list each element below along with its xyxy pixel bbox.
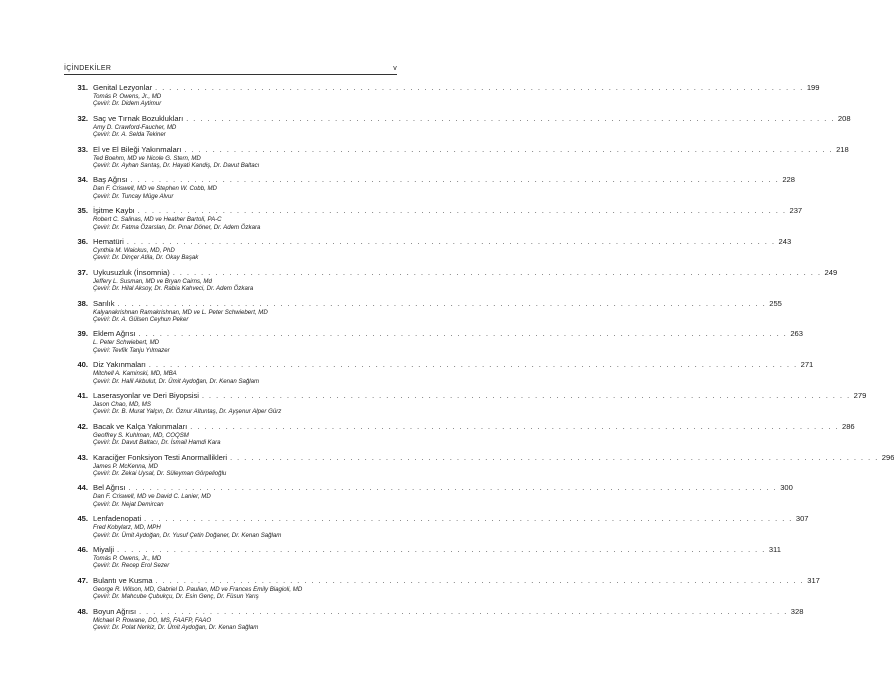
entry-title-line — [93, 390, 867, 401]
entry-title-line — [93, 421, 855, 432]
entry-title-line — [93, 175, 795, 185]
page-number: 271 — [800, 360, 814, 370]
chapter-translators: Çeviri: Dr. A. Gülsen Ceyhun Peker — [93, 315, 189, 323]
chapter-translators: Çeviri: Dr. Recep Erol Sezer — [93, 562, 170, 570]
entry-title-line — [93, 514, 809, 524]
chapter-translators: Çeviri: Dr. Davut Baltacı, Dr. İsmail Hamdi Kara — [93, 439, 221, 447]
chapter-translators: Çeviri: Dr. Fatma Özarslan, Dr. Pınar Döner, Dr. Adem Özkara — [93, 223, 261, 231]
dot-leader: . . . . . . . . . . . . . . . . . . . . . . . . . . . . . . . . . . . . . . . . . . . . . . . . . . . . . . . . . . . . . . . . . . . . . . . . . . . . . . . . . . . . . . . . . . . . — [201, 392, 851, 400]
chapter-title[interactable]: Bacak ve Kalça Yakınmaları — [93, 421, 188, 431]
entry-title-line — [93, 236, 792, 247]
entry-title-line — [93, 206, 803, 216]
entry-body — [93, 329, 803, 354]
chapter-number: 48. — [77, 606, 88, 616]
chapter-title[interactable]: Lenfadenopati — [93, 514, 142, 524]
page-number: 228 — [782, 175, 795, 185]
chapter-authors: Tomás P. Owens, Jr., MD — [93, 93, 162, 100]
chapter-title[interactable]: Eklem Ağrısı — [93, 329, 136, 339]
chapter-title[interactable]: Bel Ağrısı — [93, 483, 126, 493]
page-number: 296 — [881, 452, 894, 462]
dot-leader: . . . . . . . . . . . . . . . . . . . . . . . . . . . . . . . . . . . . . . . . . . . . . . . . . . . . . . . . . . . . . . . . . . . . . . . . . . . . . . . . . . . . . . . . . . . . — [117, 300, 767, 308]
entry-body — [93, 113, 851, 139]
chapter-translators: Çeviri: Dr. Mahcube Çubukçu, Dr. Esin Genç, Dr. Füsun Yarış — [93, 593, 259, 601]
chapter-title[interactable]: Hematüri — [93, 236, 124, 246]
entry-body — [93, 298, 782, 324]
chapter-number: 34. — [77, 175, 88, 185]
dot-leader: . . . . . . . . . . . . . . . . . . . . . . . . . . . . . . . . . . . . . . . . . . . . . . . . . . . . . . . . . . . . . . . . . . . . . . . . . . . . . . . . . . . . . . . . . . . . — [184, 146, 834, 154]
chapter-number: 39. — [77, 329, 88, 339]
dot-leader: . . . . . . . . . . . . . . . . . . . . . . . . . . . . . . . . . . . . . . . . . . . . . . . . . . . . . . . . . . . . . . . . . . . . . . . . . . . . . . . . . . . . . . . . . . . . — [138, 331, 788, 339]
toc-entry[interactable] — [72, 236, 792, 268]
chapter-translators: Çeviri: Tevfik Tanju Yılmazer — [93, 346, 170, 354]
chapter-translators: Çeviri: Dr. Nejat Demircan — [93, 500, 164, 508]
entry-body — [93, 175, 795, 200]
toc-entry[interactable] — [72, 175, 795, 206]
entry-title-line — [93, 360, 814, 370]
chapter-title[interactable]: Laserasyonlar ve Deri Biyopsisi — [93, 390, 199, 400]
entry-title-line — [93, 298, 782, 309]
chapter-title[interactable]: Saç ve Tırnak Bozuklukları — [93, 113, 184, 123]
dot-leader: . . . . . . . . . . . . . . . . . . . . . . . . . . . . . . . . . . . . . . . . . . . . . . . . . . . . . . . . . . . . . . . . . . . . . . . . . . . . . . . . . . . . . . . . . . . . — [230, 454, 879, 462]
table-of-contents — [72, 83, 894, 637]
chapter-authors: Ted Boehm, MD ve Nicole G. Stern, MD — [93, 154, 201, 162]
entry-title-line — [93, 483, 793, 493]
chapter-authors: George R. Wilson, MD, Gabriel D. Paulian, MD ve Frances Emily Biagioli, MD — [93, 585, 303, 593]
toc-entry[interactable] — [72, 329, 803, 360]
page-number: 263 — [790, 329, 803, 339]
toc-entry[interactable] — [72, 390, 867, 422]
chapter-authors: L. Peter Schwiebert, MD — [93, 339, 160, 347]
chapter-number: 41. — [77, 390, 88, 400]
toc-entry[interactable] — [72, 483, 793, 514]
dot-leader: . . . . . . . . . . . . . . . . . . . . . . . . . . . . . . . . . . . . . . . . . . . . . . . . . . . . . . . . . . . . . . . . . . . . . . . . . . . . . . . . . . . . . . . . . . . . — [186, 115, 835, 123]
dot-leader: . . . . . . . . . . . . . . . . . . . . . . . . . . . . . . . . . . . . . . . . . . . . . . . . . . . . . . . . . . . . . . . . . . . . . . . . . . . . . . . . . . . . . . . . . . . . — [139, 608, 788, 616]
toc-entry[interactable] — [72, 267, 838, 299]
chapter-authors: Robert C. Salinas, MD ve Heather Bartoli, PA-C — [93, 216, 222, 224]
chapter-translators: Çeviri: Dr. B. Murat Yalçın, Dr. Öznur Altuntaş, Dr. Ayşenur Alper Gürz — [93, 408, 282, 416]
toc-entry[interactable] — [72, 206, 803, 237]
chapter-number: 47. — [77, 575, 88, 585]
chapter-translators: Çeviri: Dr. Halil Akbulut, Dr. Ümit Aydoğan, Dr. Kenan Sağlam — [93, 377, 260, 385]
chapter-authors: Jeffery L. Susman, MD ve Bryan Cairns, Md — [93, 277, 212, 285]
page-number: 208 — [837, 113, 851, 123]
entry-body — [93, 360, 814, 385]
chapter-title[interactable]: Diz Yakınmaları — [93, 360, 146, 370]
chapter-authors: Jason Chao, MD, MS — [93, 400, 151, 408]
page-number: 255 — [769, 298, 782, 308]
dot-leader: . . . . . . . . . . . . . . . . . . . . . . . . . . . . . . . . . . . . . . . . . . . . . . . . . . . . . . . . . . . . . . . . . . . . . . . . . . . . . . . . . . . . . . . . . . . . — [126, 238, 776, 246]
chapter-translators: Çeviri: Dr. Dinçer Atila, Dr. Okay Başak — [93, 254, 199, 262]
toc-entry[interactable] — [72, 298, 782, 330]
chapter-authors: Cynthia M. Waickus, MD, PhD — [93, 246, 175, 254]
entry-title-line — [93, 575, 820, 586]
entry-title-line — [93, 144, 849, 155]
chapter-title[interactable]: Bulantı ve Kusma — [93, 575, 153, 585]
entry-body — [93, 452, 894, 478]
chapter-number: 44. — [77, 483, 88, 493]
chapter-authors: Geoffrey S. Kuhlman, MD, COQSM — [93, 431, 189, 439]
chapter-number: 42. — [77, 421, 88, 431]
entry-title-line — [93, 452, 894, 463]
chapter-authors: James P. McKenna, MD — [93, 462, 158, 470]
dot-leader: . . . . . . . . . . . . . . . . . . . . . . . . . . . . . . . . . . . . . . . . . . . . . . . . . . . . . . . . . . . . . . . . . . . . . . . . . . . . . . . . . . . . . . . . . . . . — [128, 485, 778, 493]
entry-body — [93, 514, 809, 539]
chapter-authors: Amy D. Crawford-Faucher, MD — [93, 123, 177, 131]
entry-title-line — [93, 267, 838, 278]
chapter-number: 38. — [77, 298, 88, 308]
chapter-title[interactable]: Genital Lezyonlar — [93, 83, 153, 92]
entry-title-line — [93, 606, 804, 617]
chapter-translators: Çeviri: Dr. Tuncay Müge Alvur — [93, 192, 174, 200]
chapter-authors: Dan F. Criswell, MD ve Stephen W. Cobb, MD — [93, 185, 217, 193]
entry-title-line — [93, 544, 781, 555]
toc-entry[interactable] — [72, 360, 814, 391]
toc-entry[interactable] — [72, 544, 781, 576]
chapter-title[interactable]: Boyun Ağrısı — [93, 606, 137, 616]
entry-body — [93, 483, 793, 508]
chapter-translators: Çeviri: Dr. Zekai Uysal, Dr. Süleyman Görpelioğlu — [93, 469, 227, 477]
chapter-number: 46. — [77, 544, 88, 554]
dot-leader: . . . . . . . . . . . . . . . . . . . . . . . . . . . . . . . . . . . . . . . . . . . . . . . . . . . . . . . . . . . . . . . . . . . . . . . . . . . . . . . . . . . . . . . . . . . . — [144, 516, 793, 524]
entry-body — [93, 144, 849, 170]
toc-entry[interactable] — [72, 606, 804, 638]
page-number: 317 — [807, 575, 820, 585]
entry-title-line — [93, 113, 851, 124]
chapter-number: 37. — [77, 267, 88, 277]
toc-entry[interactable] — [72, 83, 820, 114]
entry-body — [93, 206, 803, 231]
entry-body — [93, 390, 867, 416]
dot-leader: . . . . . . . . . . . . . . . . . . . . . . . . . . . . . . . . . . . . . . . . . . . . . . . . . . . . . . . . . . . . . . . . . . . . . . . . . . . . . . . . . . . . . . . . . . . . — [155, 85, 804, 92]
dot-leader: . . . . . . . . . . . . . . . . . . . . . . . . . . . . . . . . . . . . . . . . . . . . . . . . . . . . . . . . . . . . . . . . . . . . . . . . . . . . . . . . . . . . . . . . . . . . — [117, 546, 766, 554]
entry-body — [93, 236, 792, 262]
chapter-title[interactable]: Sarılık — [93, 298, 115, 308]
chapter-title[interactable]: Baş Ağrısı — [93, 175, 128, 185]
page-number: 199 — [806, 83, 820, 92]
chapter-title[interactable]: Miyalji — [93, 544, 115, 554]
chapter-number: 35. — [77, 206, 88, 216]
entry-title-line — [93, 329, 803, 339]
page-number: 300 — [780, 483, 793, 493]
page-number: 307 — [795, 514, 809, 524]
dot-leader: . . . . . . . . . . . . . . . . . . . . . . . . . . . . . . . . . . . . . . . . . . . . . . . . . . . . . . . . . . . . . . . . . . . . . . . . . . . . . . . . . . . . . . . . . . . . — [155, 577, 805, 585]
chapter-translators: Çeviri: Dr. Ümit Aydoğan, Dr. Yusuf Çetin Doğaner, Dr. Kenan Sağlam — [93, 531, 282, 539]
entry-title-line — [93, 83, 820, 93]
toc-entry[interactable] — [72, 452, 894, 484]
chapter-number: 31. — [77, 83, 88, 92]
chapter-translators: Çeviri: Dr. A. Selda Tekiner — [93, 131, 166, 139]
chapter-translators: Çeviri: Dr. Hilal Aksoy, Dr. Rabia Kahveci, Dr. Adem Özkara — [93, 285, 254, 293]
chapter-title[interactable]: El ve El Bileği Yakınmaları — [93, 144, 182, 154]
entry-body — [93, 421, 855, 447]
chapter-title[interactable]: Uykusuzluk (İnsomnia) — [93, 267, 170, 277]
chapter-title[interactable]: İşitme Kaybı — [93, 206, 135, 216]
page-number: 311 — [768, 544, 781, 554]
toc-entry[interactable] — [72, 144, 849, 176]
page-header — [64, 60, 397, 75]
page-number: 286 — [841, 421, 855, 431]
chapter-authors: Dan F. Criswell, MD ve David C. Lanier, MD — [93, 493, 211, 501]
page-number: 218 — [836, 144, 849, 154]
chapter-number: 40. — [77, 360, 88, 370]
toc-entry[interactable] — [72, 575, 820, 607]
chapter-number: 32. — [77, 113, 88, 123]
toc-entry[interactable] — [72, 514, 809, 545]
chapter-translators: Çeviri: Dr. Didem Aytimur — [93, 100, 162, 108]
chapter-authors: Fred Kobylarz, MD, MPH — [93, 524, 161, 532]
page-number: 237 — [789, 206, 803, 216]
entry-body — [93, 606, 804, 632]
dot-leader: . . . . . . . . . . . . . . . . . . . . . . . . . . . . . . . . . . . . . . . . . . . . . . . . . . . . . . . . . . . . . . . . . . . . . . . . . . . . . . . . . . . . . . . . . . . . — [148, 362, 798, 370]
header-title: İÇİNDEKİLER — [64, 65, 112, 72]
page-number: 328 — [790, 606, 804, 616]
chapter-authors: Kalyanakrishnan Ramakrishnan, MD ve L. Peter Schwiebert, MD — [93, 308, 268, 316]
chapter-number: 45. — [77, 514, 88, 524]
chapter-authors: Tomás P. Owens, Jr., MD — [93, 554, 162, 562]
entry-body — [93, 267, 838, 293]
toc-entry[interactable] — [72, 113, 851, 145]
chapter-authors: Michael P. Rowane, DO, MS, FAAFP, FAAO — [93, 616, 212, 624]
chapter-number: 33. — [77, 144, 88, 154]
page-number: 279 — [853, 390, 867, 400]
header-page-number: v — [393, 65, 397, 72]
chapter-number: 43. — [77, 452, 88, 462]
dot-leader: . . . . . . . . . . . . . . . . . . . . . . . . . . . . . . . . . . . . . . . . . . . . . . . . . . . . . . . . . . . . . . . . . . . . . . . . . . . . . . . . . . . . . . . . . . . . — [130, 177, 780, 185]
chapter-number: 36. — [77, 236, 88, 246]
chapter-title[interactable]: Karaciğer Fonksiyon Testi Anormallikleri — [93, 452, 228, 462]
page-number: 249 — [824, 267, 838, 277]
entry-body — [93, 544, 781, 570]
entry-body — [93, 575, 820, 601]
dot-leader: . . . . . . . . . . . . . . . . . . . . . . . . . . . . . . . . . . . . . . . . . . . . . . . . . . . . . . . . . . . . . . . . . . . . . . . . . . . . . . . . . . . . . . . . . . . . — [190, 423, 839, 431]
page-number: 243 — [778, 236, 792, 246]
entry-body — [93, 83, 820, 108]
chapter-translators: Çeviri: Dr. Polat Nerkiz, Dr. Ümit Aydoğan, Dr. Kenan Sağlam — [93, 623, 259, 631]
toc-entry[interactable] — [72, 421, 855, 453]
dot-leader: . . . . . . . . . . . . . . . . . . . . . . . . . . . . . . . . . . . . . . . . . . . . . . . . . . . . . . . . . . . . . . . . . . . . . . . . . . . . . . . . . . . . . . . . . . . . — [172, 269, 822, 277]
dot-leader: . . . . . . . . . . . . . . . . . . . . . . . . . . . . . . . . . . . . . . . . . . . . . . . . . . . . . . . . . . . . . . . . . . . . . . . . . . . . . . . . . . . . . . . . . . . . — [137, 208, 787, 216]
chapter-authors: Mitchell A. Kaminski, MD, MBA — [93, 370, 177, 378]
chapter-translators: Çeviri: Dr. Ayhan Sarıtaş, Dr. Hayati Kandiş, Dr. Davut Baltacı — [93, 162, 260, 169]
